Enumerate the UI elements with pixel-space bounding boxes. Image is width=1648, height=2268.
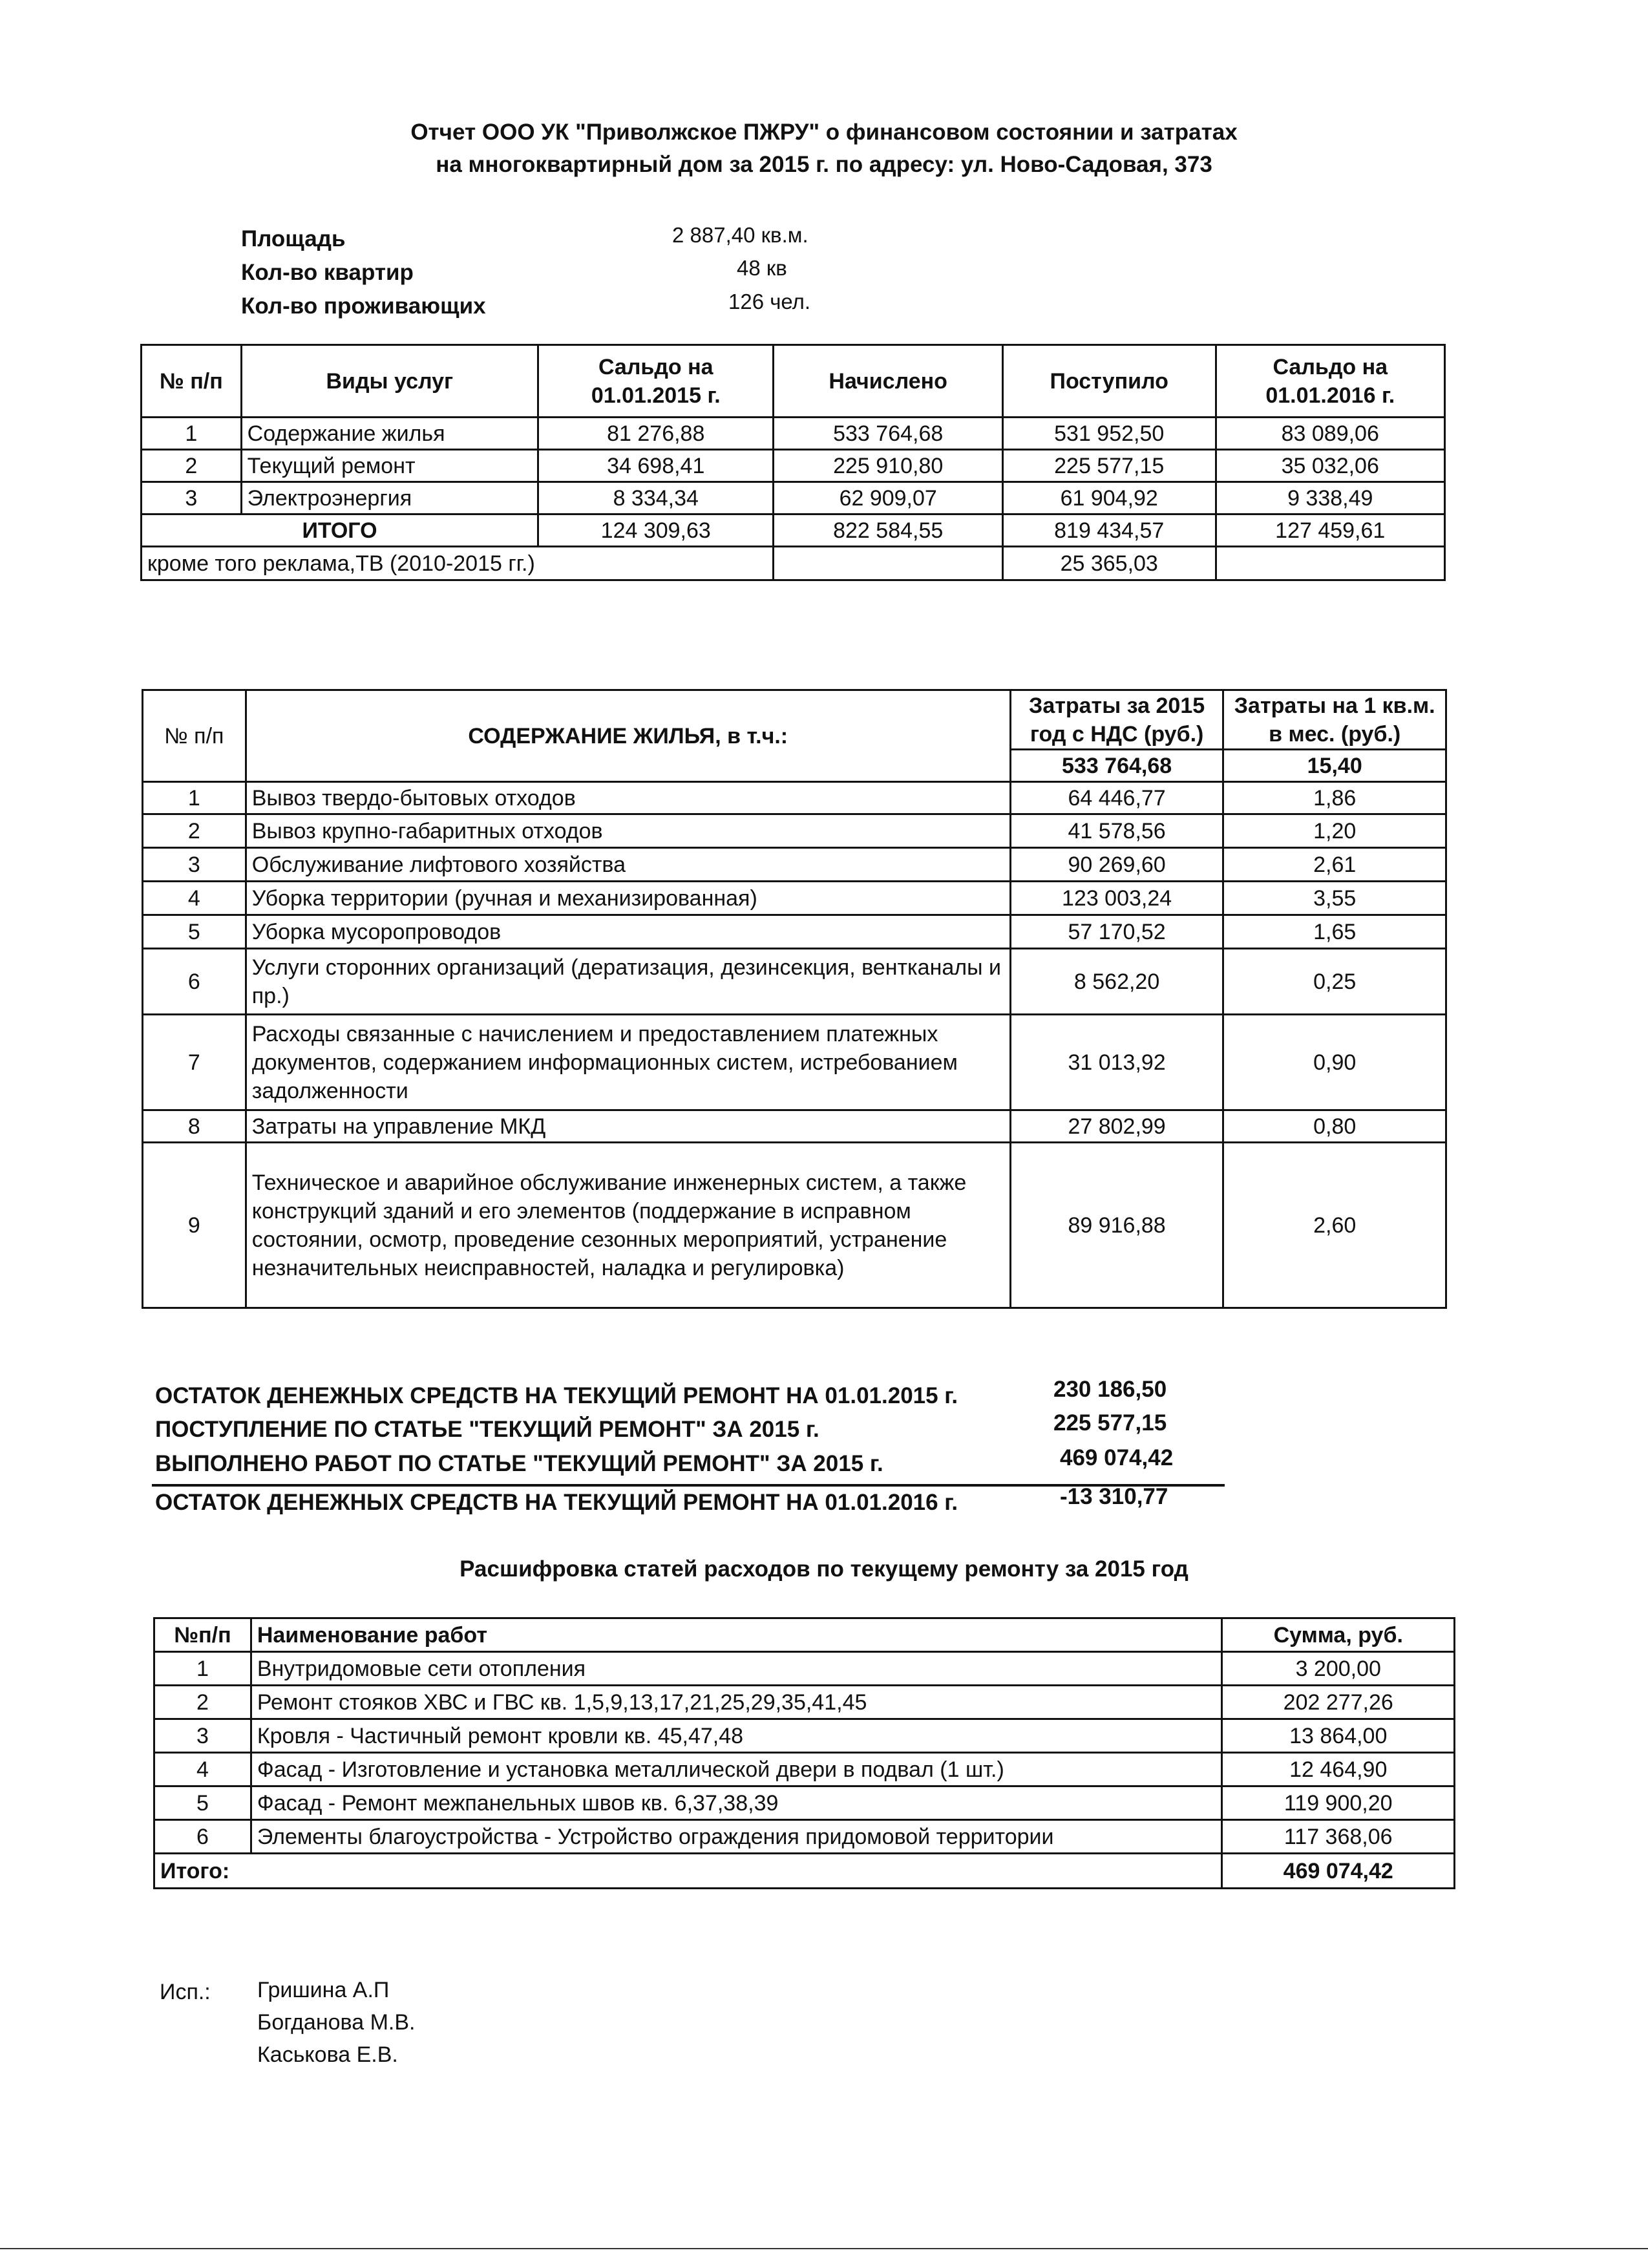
summary-label-2: ПОСТУПЛЕНИЕ ПО СТАТЬЕ "ТЕКУЩИЙ РЕМОНТ" ЗА 2015 г. <box>155 1417 819 1442</box>
cell-name: Обслуживание лифтового хозяйства <box>246 848 1010 882</box>
balance-table-header <box>142 345 1445 418</box>
summary-value-3: 469 074,42 <box>1060 1445 1174 1470</box>
repair-breakdown-title: Расшифровка статей расходов по текущему ремонту за 2015 год <box>460 1556 1188 1582</box>
cell-cost: 89 916,88 <box>1010 1143 1223 1308</box>
th-n: № п/п <box>143 690 246 782</box>
cell-name: Электроэнергия <box>241 482 538 514</box>
cell-cost: 31 013,92 <box>1010 1015 1223 1110</box>
info-flats-label: Кол-во квартир <box>241 260 414 285</box>
cell-n: 7 <box>143 1015 246 1110</box>
cell-received: 225 577,15 <box>1002 450 1216 482</box>
info-residents-value: 126 чел. <box>728 290 811 313</box>
cell-n: 1 <box>154 1652 251 1686</box>
cell-work-name: Элементы благоустройства - Устройство ограждения придомовой территории <box>251 1820 1222 1854</box>
repair-total-sum: 469 074,42 <box>1222 1854 1455 1889</box>
info-residents-label: Кол-во проживающих <box>241 293 486 319</box>
cell-work-name: Внутридомовые сети отопления <box>251 1652 1222 1686</box>
table-row <box>154 1820 1455 1854</box>
summary-label-4: ОСТАТОК ДЕНЕЖНЫХ СРЕДСТВ НА ТЕКУЩИЙ РЕМОНТ НА 01.01.2016 г. <box>155 1490 958 1515</box>
table-row <box>143 882 1446 915</box>
summary-label-3: ВЫПОЛНЕНО РАБОТ ПО СТАТЬЕ "ТЕКУЩИЙ РЕМОНТ" ЗА 2015 г. <box>155 1451 883 1476</box>
summary-label-1: ОСТАТОК ДЕНЕЖНЫХ СРЕДСТВ НА ТЕКУЩИЙ РЕМОНТ НА 01.01.2015 г. <box>155 1383 958 1408</box>
total-per-sqm: 15,40 <box>1223 750 1446 782</box>
th-cost: Затраты за 2015 год с НДС (руб.) <box>1010 690 1223 750</box>
balance-table <box>140 344 1446 581</box>
cell-per-sqm: 2,61 <box>1223 848 1446 882</box>
report-title-line2: на многоквартирный дом за 2015 г. по адресу: ул. Ново-Садовая, 373 <box>436 152 1212 177</box>
summary-value-1: 230 186,50 <box>1053 1377 1167 1402</box>
info-area-label: Площадь <box>241 226 346 251</box>
cell-sum: 119 900,20 <box>1222 1786 1455 1820</box>
extra-empty-cell <box>774 547 1002 580</box>
cell-n: 6 <box>154 1820 251 1854</box>
total-row <box>142 514 1445 547</box>
total-saldo-2016: 127 459,61 <box>1216 514 1445 547</box>
cell-work-name: Кровля - Частичный ремонт кровли кв. 45,47,48 <box>251 1719 1222 1753</box>
cell-n: 3 <box>143 848 246 882</box>
maintenance-header <box>143 690 1446 750</box>
cell-n: 2 <box>142 450 242 482</box>
cell-name: Вывоз твердо-бытовых отходов <box>246 782 1010 814</box>
cell-n: 3 <box>142 482 242 514</box>
info-area-value: 2 887,40 кв.м. <box>672 223 808 247</box>
cell-n: 5 <box>154 1786 251 1820</box>
cell-cost: 41 578,56 <box>1010 814 1223 848</box>
signature-name-3: Каськова Е.В. <box>257 2042 398 2067</box>
th-n: № п/п <box>142 345 242 418</box>
cell-name: Расходы связанные с начислением и предоставлением платежных документов, содержанием информационных систем, истребованием задолженности <box>246 1015 1010 1110</box>
cell-n: 9 <box>143 1143 246 1308</box>
cell-name: Уборка территории (ручная и механизированная) <box>246 882 1010 915</box>
th-saldo-2016: Сальдо на 01.01.2016 г. <box>1216 345 1445 418</box>
table-row <box>143 915 1446 949</box>
table-row <box>154 1753 1455 1786</box>
summary-value-2: 225 577,15 <box>1053 1410 1167 1436</box>
repair-table <box>153 1617 1455 1889</box>
cell-cost: 123 003,24 <box>1010 882 1223 915</box>
extra-row <box>142 547 1445 580</box>
cell-work-name: Ремонт стояков ХВС и ГВС кв. 1,5,9,13,17,21,25,29,35,41,45 <box>251 1686 1222 1719</box>
cell-n: 5 <box>143 915 246 949</box>
cell-n: 4 <box>143 882 246 915</box>
cell-sum: 13 864,00 <box>1222 1719 1455 1753</box>
cell-sum: 12 464,90 <box>1222 1753 1455 1786</box>
cell-n: 1 <box>142 418 242 450</box>
cell-sum: 117 368,06 <box>1222 1820 1455 1854</box>
extra-empty-cell <box>1216 547 1445 580</box>
signature-name-1: Гришина А.П <box>257 1978 390 2002</box>
th-received: Поступило <box>1002 345 1216 418</box>
table-row <box>142 418 1445 450</box>
th-charged: Начислено <box>774 345 1002 418</box>
cell-name: Текущий ремонт <box>241 450 538 482</box>
extra-label: кроме того реклама,ТВ (2010-2015 гг.) <box>142 547 774 580</box>
cell-saldo-2015: 8 334,34 <box>538 482 774 514</box>
th-work-name: Наименование работ <box>251 1618 1222 1652</box>
table-row <box>143 1110 1446 1143</box>
cell-n: 2 <box>143 814 246 848</box>
cell-sum: 202 277,26 <box>1222 1686 1455 1719</box>
table-row <box>154 1652 1455 1686</box>
summary-value-4: -13 310,77 <box>1060 1484 1168 1509</box>
cell-received: 61 904,92 <box>1002 482 1216 514</box>
cell-received: 531 952,50 <box>1002 418 1216 450</box>
repair-header <box>154 1618 1455 1652</box>
cell-n: 6 <box>143 949 246 1015</box>
cell-saldo-2015: 81 276,88 <box>538 418 774 450</box>
maintenance-table <box>142 689 1447 1309</box>
cell-work-name: Фасад - Изготовление и установка металлической двери в подвал (1 шт.) <box>251 1753 1222 1786</box>
table-row <box>154 1786 1455 1820</box>
total-saldo-2015: 124 309,63 <box>538 514 774 547</box>
signature-name-2: Богданова М.В. <box>257 2010 416 2035</box>
cell-per-sqm: 1,20 <box>1223 814 1446 848</box>
report-title-line1: Отчет ООО УК "Приволжское ПЖРУ" о финансовом состоянии и затратах <box>410 120 1238 145</box>
cell-per-sqm: 0,25 <box>1223 949 1446 1015</box>
total-received: 819 434,57 <box>1002 514 1216 547</box>
cell-charged: 62 909,07 <box>774 482 1002 514</box>
cell-name: Уборка мусоропроводов <box>246 915 1010 949</box>
table-row <box>154 1719 1455 1753</box>
table-row <box>143 949 1446 1015</box>
cell-name: Вывоз крупно-габаритных отходов <box>246 814 1010 848</box>
th-name: СОДЕРЖАНИЕ ЖИЛЬЯ, в т.ч.: <box>246 690 1010 782</box>
cell-saldo-2015: 34 698,41 <box>538 450 774 482</box>
cell-per-sqm: 3,55 <box>1223 882 1446 915</box>
cell-cost: 90 269,60 <box>1010 848 1223 882</box>
cell-saldo-2016: 35 032,06 <box>1216 450 1445 482</box>
cell-per-sqm: 0,90 <box>1223 1015 1446 1110</box>
total-cost: 533 764,68 <box>1010 750 1223 782</box>
th-saldo-2015: Сальдо на 01.01.2015 г. <box>538 345 774 418</box>
cell-sum: 3 200,00 <box>1222 1652 1455 1686</box>
scan-edge-line <box>0 2248 1648 2249</box>
cell-n: 4 <box>154 1753 251 1786</box>
cell-cost: 27 802,99 <box>1010 1110 1223 1143</box>
total-label: ИТОГО <box>142 514 538 547</box>
cell-work-name: Фасад - Ремонт межпанельных швов кв. 6,37,38,39 <box>251 1786 1222 1820</box>
th-n: №п/п <box>154 1618 251 1652</box>
cell-n: 8 <box>143 1110 246 1143</box>
repair-total-row <box>154 1854 1455 1889</box>
table-row <box>142 482 1445 514</box>
info-flats-value: 48 кв <box>737 256 787 280</box>
repair-total-label: Итого: <box>154 1854 1222 1889</box>
table-row <box>143 848 1446 882</box>
cell-n: 2 <box>154 1686 251 1719</box>
table-row <box>143 814 1446 848</box>
cell-name: Услуги сторонних организаций (дератизация, дезинсекция, вентканалы и пр.) <box>246 949 1010 1015</box>
th-service: Виды услуг <box>241 345 538 418</box>
cell-cost: 8 562,20 <box>1010 949 1223 1015</box>
th-sum: Сумма, руб. <box>1222 1618 1455 1652</box>
cell-per-sqm: 1,65 <box>1223 915 1446 949</box>
table-row <box>143 1015 1446 1110</box>
cell-cost: 57 170,52 <box>1010 915 1223 949</box>
cell-n: 3 <box>154 1719 251 1753</box>
cell-name: Затраты на управление МКД <box>246 1110 1010 1143</box>
cell-per-sqm: 0,80 <box>1223 1110 1446 1143</box>
cell-charged: 225 910,80 <box>774 450 1002 482</box>
cell-per-sqm: 1,86 <box>1223 782 1446 814</box>
total-charged: 822 584,55 <box>774 514 1002 547</box>
cell-cost: 64 446,77 <box>1010 782 1223 814</box>
cell-per-sqm: 2,60 <box>1223 1143 1446 1308</box>
cell-saldo-2016: 9 338,49 <box>1216 482 1445 514</box>
cell-saldo-2016: 83 089,06 <box>1216 418 1445 450</box>
cell-charged: 533 764,68 <box>774 418 1002 450</box>
table-row <box>143 782 1446 814</box>
table-row <box>142 450 1445 482</box>
cell-n: 1 <box>143 782 246 814</box>
signature-label: Исп.: <box>160 1980 211 2004</box>
th-per-sqm: Затраты на 1 кв.м. в мес. (руб.) <box>1223 690 1446 750</box>
table-row <box>143 1143 1446 1308</box>
table-row <box>154 1686 1455 1719</box>
cell-name: Техническое и аварийное обслуживание инженерных систем, а также конструкций зданий и его элементов (поддержание в исправном состоянии, осмотр, проведение сезонных мероприятий, устранение незначительных неисправностей, наладка и регулировка) <box>246 1143 1010 1308</box>
cell-name: Содержание жилья <box>241 418 538 450</box>
extra-received: 25 365,03 <box>1002 547 1216 580</box>
